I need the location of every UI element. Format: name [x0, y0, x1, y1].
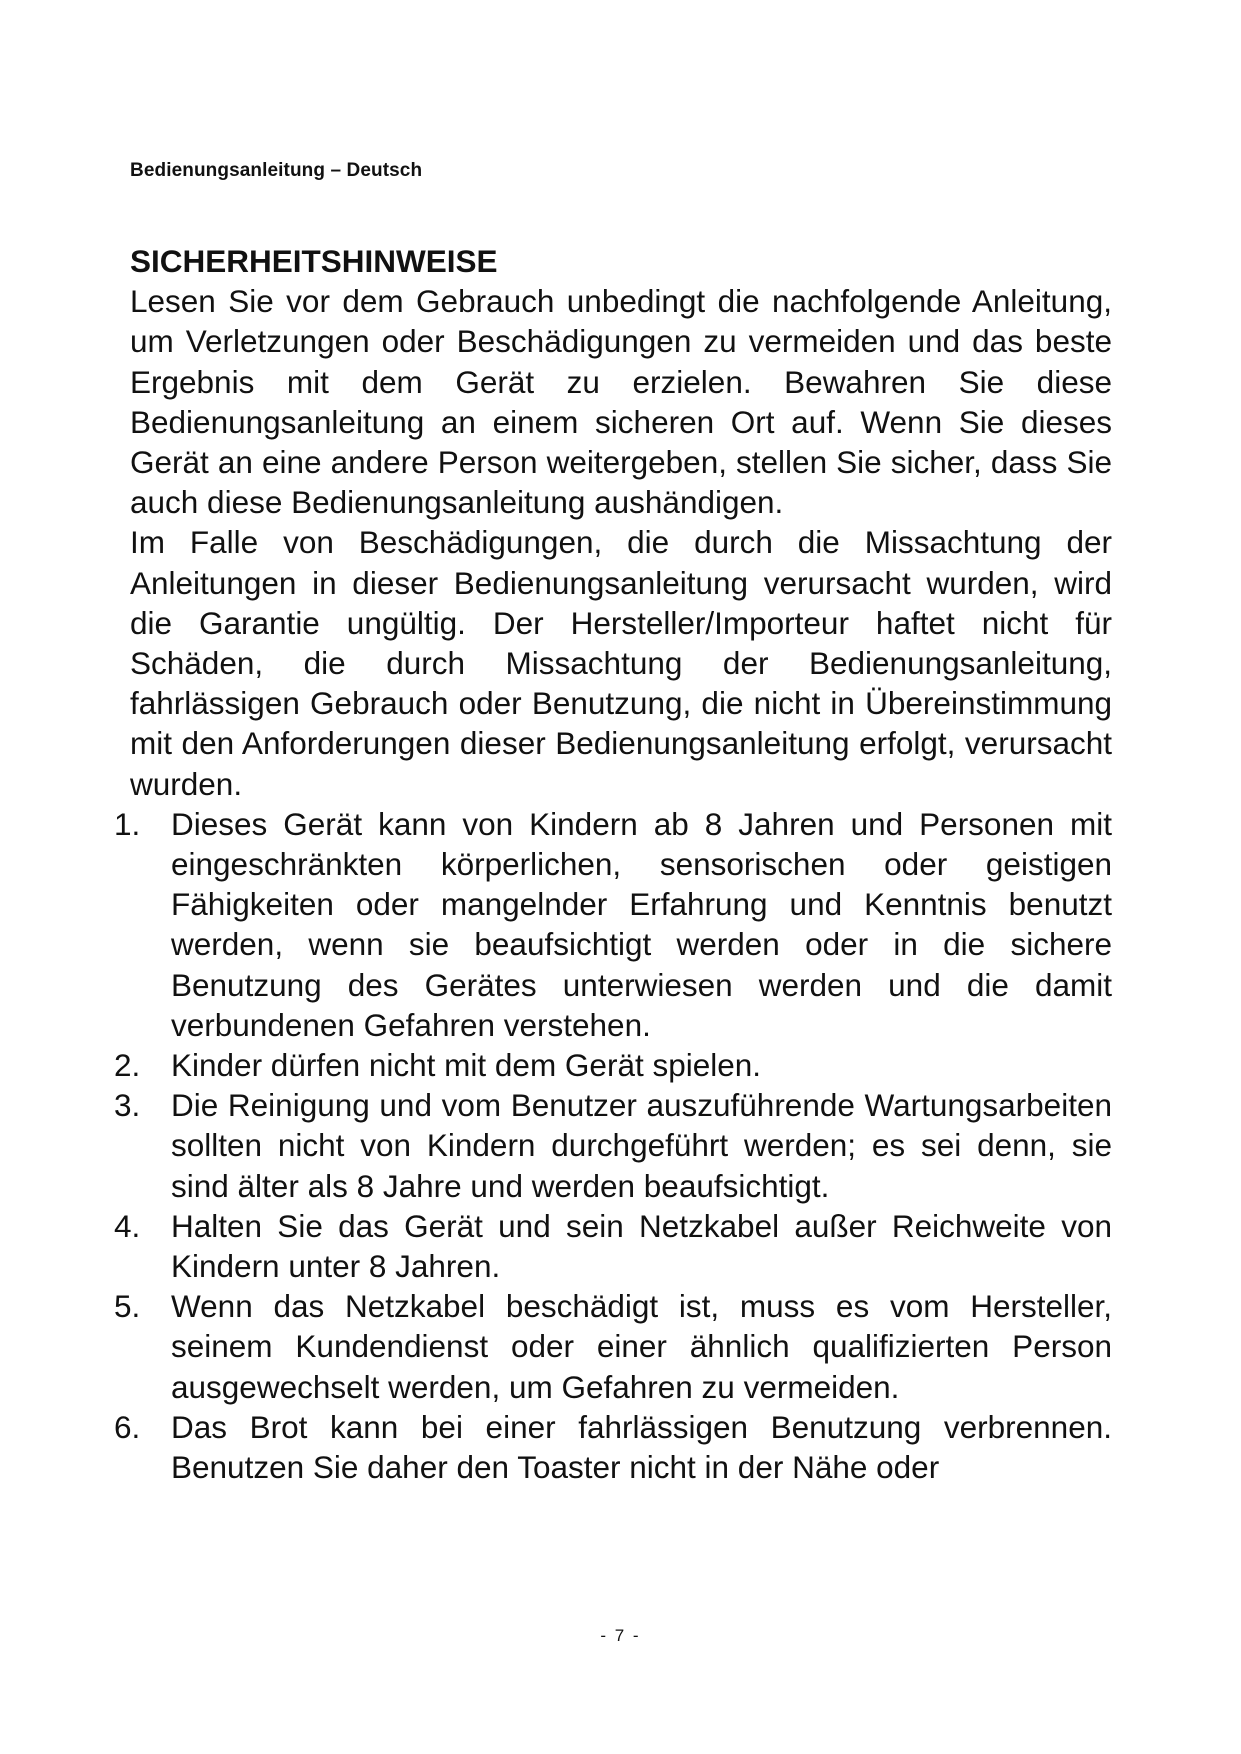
list-item [114, 1286, 1112, 1407]
list-item-number: 2. [114, 1047, 141, 1084]
list-item-text: Halten Sie das Gerät und sein Netzkabel außer Reichweite von Kindern unter 8 Jahren. [171, 1207, 1112, 1285]
list-item-number: 3. [114, 1087, 141, 1124]
section-title: SICHERHEITSHINWEISE [130, 243, 498, 279]
page-content [114, 241, 1112, 1487]
list-item-number: 6. [114, 1408, 141, 1445]
list-item [114, 1085, 1112, 1206]
page-header: Bedienungsanleitung – Deutsch [130, 160, 423, 181]
list-item-text: Wenn das Netzkabel beschädigt ist, muss es vom Hersteller, seinem Kundendienst oder einer ähnlich qualifizierten Person ausgewechselt werden, um Gefahren zu vermeiden. [171, 1288, 1112, 1405]
intro-paragraph: Lesen Sie vor dem Gebrauch unbedingt die nachfolgende Anleitung, um Verletzungen oder Beschädigungen zu vermeiden und das beste Ergebnis mit dem Gerät zu erzielen. Bewahren Sie diese Bedienungsanleitung an einem sicheren Ort auf. Wenn Sie dieses Gerät an eine andere Person weitergeben, stellen Sie sicher, dass Sie auch diese Bedienungsanleitung aushändigen. [130, 283, 1112, 521]
list-item-number: 5. [114, 1288, 141, 1325]
list-item [114, 804, 1112, 1045]
list-item-number: 1. [114, 805, 141, 842]
list-item-text: Die Reinigung und vom Benutzer auszuführende Wartungsarbeiten sollten nicht von Kindern durchgeführt werden; es sei denn, sie sind älter als 8 Jahre und werden beaufsichtigt. [171, 1087, 1112, 1204]
list-item [114, 1407, 1112, 1487]
safety-list [114, 804, 1112, 1487]
page-number: - 7 - [600, 1626, 641, 1645]
warranty-paragraph: Im Falle von Beschädigungen, die durch die Missachtung der Anleitungen in dieser Bedienungsanleitung verursacht wurden, wird die Garantie ungültig. Der Hersteller/Importeur haftet nicht für Schäden, die durch Missachtung der Bedienungsanleitung, fahrlässigen Gebrauch oder Benutzung, die nicht in Übereinstimmung mit den Anforderungen dieser Bedienungsanleitung erfolgt, verursacht wurden. [130, 524, 1112, 802]
list-item-number: 4. [114, 1207, 141, 1244]
list-item-text: Kinder dürfen nicht mit dem Gerät spielen. [171, 1047, 762, 1084]
list-item [114, 1045, 1112, 1085]
list-item-text: Das Brot kann bei einer fahrlässigen Benutzung verbrennen. Benutzen Sie daher den Toaster nicht in der Nähe oder [171, 1408, 1112, 1486]
list-item-text: Dieses Gerät kann von Kindern ab 8 Jahren und Personen mit eingeschränkten körperlichen, sensorischen oder geistigen Fähigkeiten oder mangelnder Erfahrung und Kenntnis benutzt werden, wenn sie beaufsichtigt werden oder in die sichere Benutzung des Gerätes unterwiesen werden und die damit verbundenen Gefahren verstehen. [171, 805, 1112, 1043]
list-item [114, 1206, 1112, 1286]
